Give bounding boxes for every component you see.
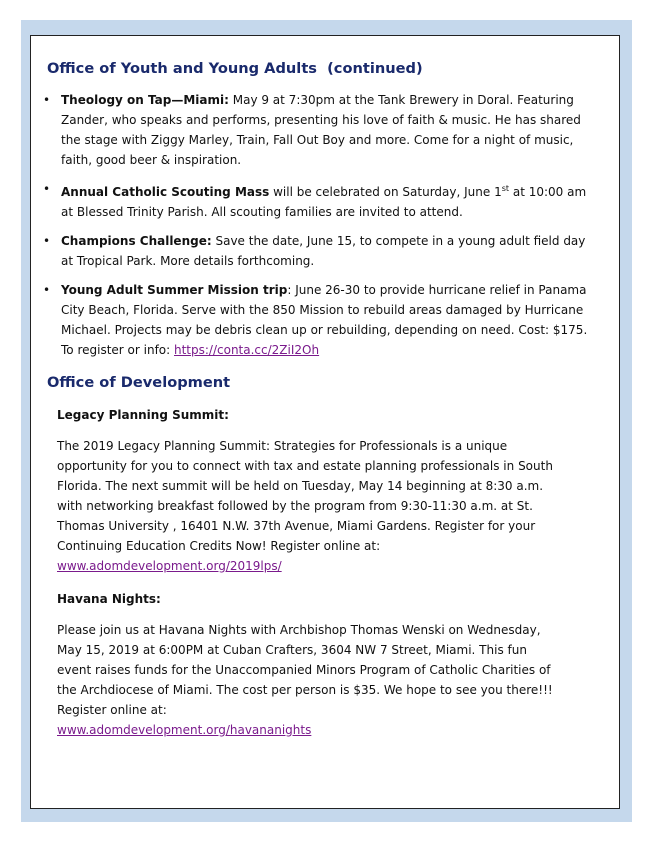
youth-section-heading: Office of Youth and Young Adults (continued) xyxy=(47,60,423,77)
havana-nights-link[interactable]: www.adomdevelopment.org/havananights xyxy=(57,723,312,737)
bullet-icon: • xyxy=(43,234,51,248)
list-item-theology-on-tap xyxy=(43,90,591,170)
legacy-summit-text: The 2019 Legacy Planning Summit: Strategies for Professionals is a unique opportunity for you to connect with tax and estate planning professionals in South Florida. The next summit will be held on Tuesday, May 14 beginning at 8:30 a.m. with networking breakfast followed by the program from 9:30-11:30 a.m. at St. Thomas University , 16401 N.W. 37th Avenue, Miami Gardens. Register for your Continuing Education Credits Now! Register online at: xyxy=(57,439,553,553)
bullet-icon: • xyxy=(43,182,51,196)
legacy-summit-title: Legacy Planning Summit: xyxy=(57,408,229,422)
mission-trip-link[interactable]: https://conta.cc/2ZiI2Oh xyxy=(174,343,320,357)
legacy-summit-block xyxy=(57,408,557,576)
item-text: at 10:00 am at Blessed Trinity Parish. All scouting families are invited to attend. xyxy=(61,185,587,219)
legacy-summit-link[interactable]: www.adomdevelopment.org/2019lps/ xyxy=(57,559,282,573)
item-title: Theology on Tap—Miami: xyxy=(61,93,229,107)
bullet-icon: • xyxy=(43,283,51,297)
item-text: : June 26-30 to provide hurricane relief in Panama City Beach, Florida. Serve with the 850 Mission to rebuild areas damaged by Hurricane Michael. Projects may be debris clean up or rebuilding, depending on need. Cost: $175. To register or info: xyxy=(61,283,588,357)
havana-nights-block xyxy=(57,592,557,740)
item-text: May 9 at 7:30pm at the Tank Brewery in Doral. Featuring Zander, who speaks and performs, presenting his love of faith & music. He has shared the stage with Ziggy Marley, Train, Fall Out Boy and more. Come for a night of music, faith, good beer & inspiration. xyxy=(61,93,581,167)
item-title: Champions Challenge: xyxy=(61,234,212,248)
havana-nights-text: Please join us at Havana Nights with Archbishop Thomas Wenski on Wednesday, May 15, 2019 at 6:00PM at Cuban Crafters, 3604 NW 7 Street, Miami. This fun event raises funds for the Unaccompanied Minors Program of Catholic Charities of the Archdiocese of Miami. The cost per person is $35. We hope to see you there!!! Register online at: xyxy=(57,623,553,717)
list-item-champions-challenge xyxy=(43,231,591,271)
youth-events-list xyxy=(31,90,621,369)
development-section-heading: Office of Development xyxy=(47,374,231,391)
item-text: Save the date, June 15, to compete in a young adult field day at Tropical Park. More details forthcoming. xyxy=(61,234,586,268)
ordinal-suffix: st xyxy=(501,184,510,193)
newsletter-page xyxy=(30,35,620,809)
item-text: will be celebrated on Saturday, June 1 xyxy=(269,185,502,199)
list-item-mission-trip xyxy=(43,280,591,360)
list-item-scouting-mass xyxy=(43,179,591,222)
havana-nights-title: Havana Nights: xyxy=(57,592,161,606)
bullet-icon: • xyxy=(43,93,51,107)
item-title: Annual Catholic Scouting Mass xyxy=(61,185,270,199)
item-title: Young Adult Summer Mission trip xyxy=(61,283,288,297)
